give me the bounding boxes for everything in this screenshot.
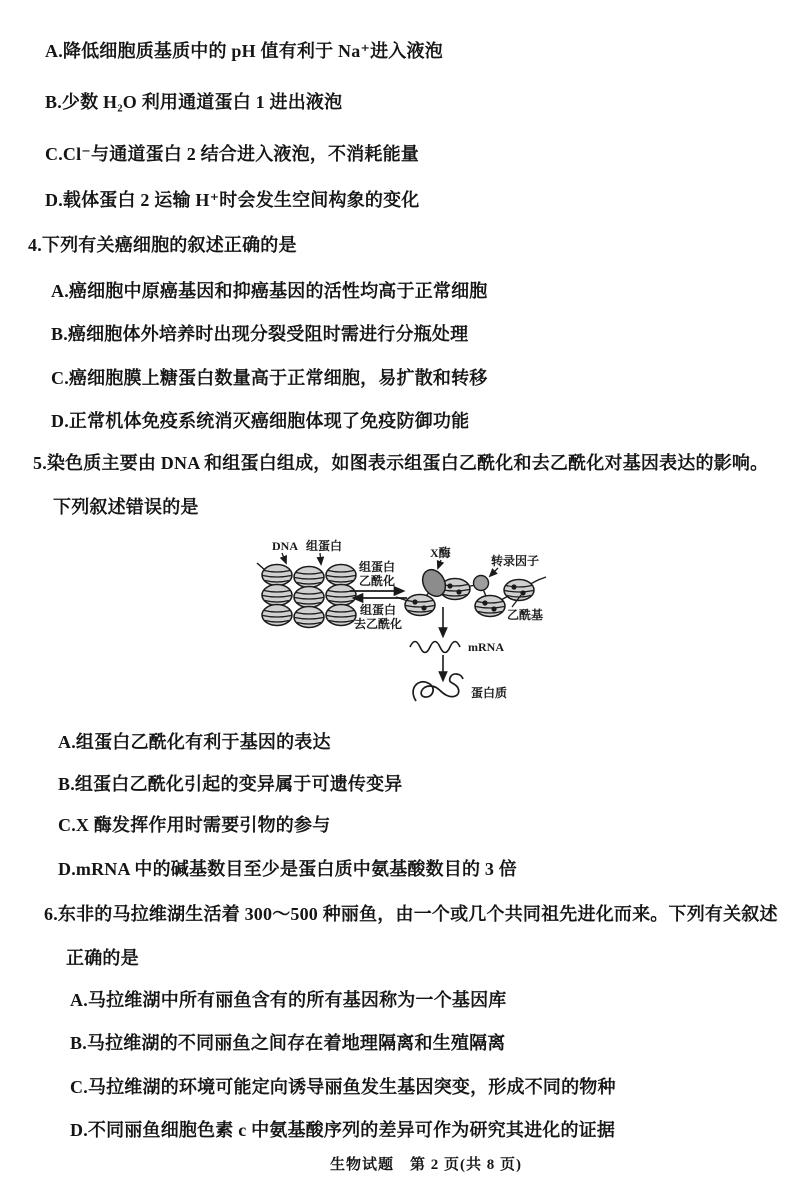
q6-stem-line2: 正确的是 xyxy=(66,948,139,968)
histone-pointer-arrow xyxy=(320,553,321,564)
protein-label: 蛋白质 xyxy=(471,686,508,700)
q5-option-b: B.组蛋白乙酰化引起的变异属于可遗传变异 xyxy=(58,774,403,794)
dna-pointer-arrow xyxy=(282,553,286,563)
q6-option-c: C.马拉维湖的环境可能定向诱导丽鱼发生基因突变，形成不同的物种 xyxy=(70,1077,616,1097)
x-enzyme-pointer-arrow xyxy=(438,560,441,568)
q5-stem-line1: 5.染色质主要由 DNA 和组蛋白组成，如图表示组蛋白乙酰化和去乙酰化对基因表达的影响。 xyxy=(33,453,769,473)
q4-option-b: B.癌细胞体外培养时出现分裂受阻时需进行分瓶处理 xyxy=(51,324,469,344)
acetyl-group-label: 乙酰基 xyxy=(507,608,544,622)
acetylation-label-line1: 组蛋白 xyxy=(358,560,396,574)
acetylation-label-line2: 乙酰化 xyxy=(358,574,396,588)
q5-option-a: A.组蛋白乙酰化有利于基因的表达 xyxy=(58,732,331,752)
q6-option-a: A.马拉维湖中所有丽鱼含有的所有基因称为一个基因库 xyxy=(70,990,507,1010)
q6-option-d: D.不同丽鱼细胞色素 c 中氨基酸序列的差异可作为研究其进化的证据 xyxy=(70,1120,616,1140)
q5-option-c: C.X 酶发挥作用时需要引物的参与 xyxy=(58,815,331,835)
q3-option-b: B.少数 H₂O 利用通道蛋白 1 进出液泡 xyxy=(45,92,343,112)
dna-label: DNA xyxy=(272,539,298,553)
transcription-factor-label: 转录因子 xyxy=(491,554,540,568)
q4-stem: 4.下列有关癌细胞的叙述正确的是 xyxy=(28,235,297,255)
histone-acetylation-diagram xyxy=(250,537,610,712)
q6-stem-line1: 6.东非的马拉维湖生活着 300～500 种丽鱼，由一个或几个共同祖先进化而来。下列有关叙述 xyxy=(44,904,778,924)
deacetylation-label-line1: 组蛋白 xyxy=(359,603,397,617)
q5-stem-line2: 下列叙述错误的是 xyxy=(53,497,199,517)
condensed-chromatin-cluster xyxy=(257,563,356,628)
q5-option-d: D.mRNA 中的碱基数目至少是蛋白质中氨基酸数目的 3 倍 xyxy=(58,859,517,879)
q6-option-b: B.马拉维湖的不同丽鱼之间存在着地理隔离和生殖隔离 xyxy=(70,1033,506,1053)
q3-option-c: C.Cl⁻与通道蛋白 2 结合进入液泡，不消耗能量 xyxy=(45,144,419,164)
transcription-factor-pointer-arrow xyxy=(490,568,498,576)
mrna-wave xyxy=(410,642,460,653)
histone-label: 组蛋白 xyxy=(306,539,343,553)
x-enzyme-label: X酶 xyxy=(430,546,451,560)
deacetylation-label-line2: 去乙酰化 xyxy=(353,617,403,631)
protein-squiggle xyxy=(413,674,463,701)
mrna-label: mRNA xyxy=(468,640,504,654)
footer-page-number: 生物试题 第 2 页(共 8 页) xyxy=(330,1157,522,1173)
transcription-factor xyxy=(474,576,489,591)
q3-option-a: A.降低细胞质基质中的 pH 值有利于 Na⁺进入液泡 xyxy=(45,41,443,61)
q4-option-a: A.癌细胞中原癌基因和抑癌基因的活性均高于正常细胞 xyxy=(51,281,488,301)
q3-option-d: D.载体蛋白 2 运输 H⁺时会发生空间构象的变化 xyxy=(45,190,420,210)
q4-option-d: D.正常机体免疫系统消灭癌细胞体现了免疫防御功能 xyxy=(51,411,470,431)
q4-option-c: C.癌细胞膜上糖蛋白数量高于正常细胞，易扩散和转移 xyxy=(51,368,488,388)
